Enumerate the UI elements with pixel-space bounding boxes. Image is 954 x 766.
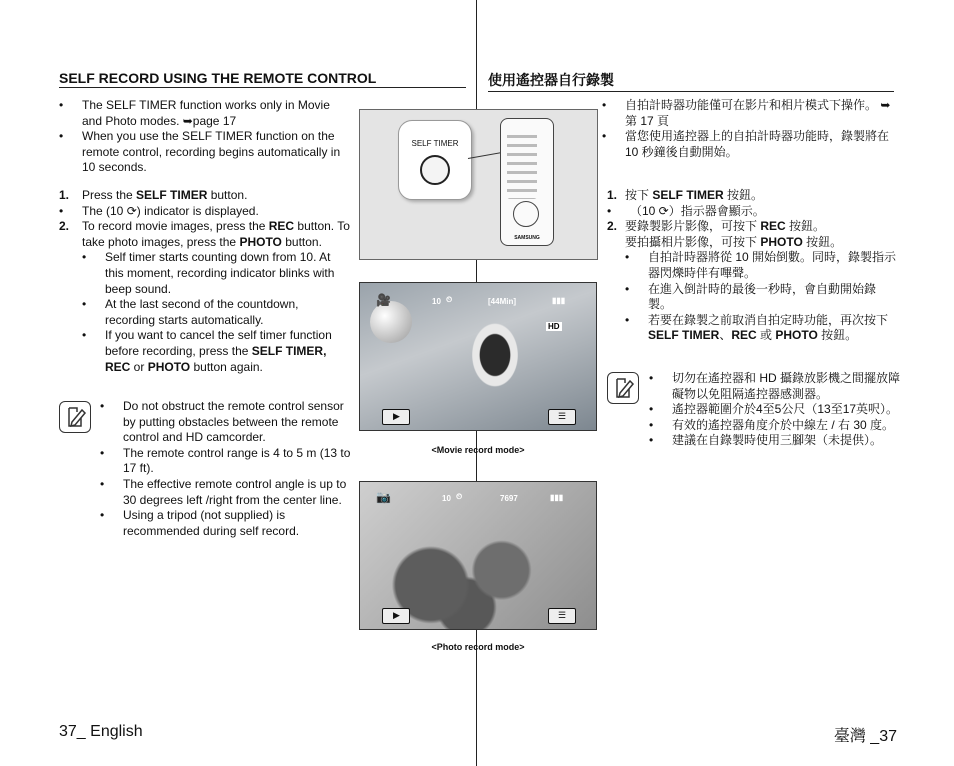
zh-steps	[607, 188, 897, 344]
remote-control	[500, 118, 554, 246]
menu-button[interactable]: ☰	[548, 608, 576, 624]
zh-note: • 建議在自錄製時使用三腳架（未提供）。	[649, 433, 901, 449]
zh-intro-bullet: • 自拍計時器功能僅可在影片和相片模式下操作。 ➥ 第 17 頁	[602, 98, 894, 129]
en-notes	[100, 399, 355, 539]
en-step-1: 1. Press the SELF TIMER button.	[59, 188, 248, 202]
zh-step-2: 2. 要錄製影片影像，可按下 REC 按鈕。 要拍攝相片影像，可按下 PHOTO 按鈕。	[607, 219, 843, 249]
en-step2-sub: • Self timer starts counting down from 10. At this moment, recording indicator blinks with beep sound.	[82, 250, 351, 297]
note-icon	[607, 372, 639, 404]
self-timer-callout	[398, 120, 472, 200]
photo-mode-icon: 📷	[376, 490, 391, 504]
zh-intro	[602, 98, 894, 160]
self-timer-button	[420, 155, 450, 185]
timer-indicator: 10	[442, 494, 451, 503]
hd-icon: HD	[548, 322, 560, 331]
en-step2-sub: • At the last second of the countdown, recording starts automatically.	[82, 297, 351, 328]
timer-icon: ⏲	[456, 492, 463, 501]
menu-button[interactable]: ☰	[548, 409, 576, 425]
en-intro-bullet: • The SELF TIMER function works only in Movie and Photo modes. ➥page 17	[59, 98, 351, 129]
remote-buttons	[507, 129, 537, 199]
movie-screen	[359, 282, 597, 431]
zh-heading: 使用遙控器自行錄製	[488, 70, 894, 92]
movie-mode-icon: 🎥	[376, 293, 391, 307]
play-button[interactable]: ▶	[382, 608, 410, 624]
timer-indicator: 10	[432, 297, 441, 306]
en-step2-sub: • If you want to cancel the self timer function before recording, press the SELF TIMER, REC or PHOTO button again.	[82, 328, 351, 375]
movie-caption: <Movie record mode>	[431, 445, 525, 455]
en-note: • Do not obstruct the remote control sensor by putting obstacles between the remote control and HD camcorder.	[100, 399, 355, 446]
en-steps	[59, 188, 351, 375]
timer-icon: ⏲	[446, 295, 453, 304]
zh-intro-bullet: • 當您使用遙控器上的自拍計時器功能時，錄製將在 10 秒鐘後自動開始。	[602, 129, 894, 160]
battery-icon: ▮▮▮	[550, 493, 564, 502]
zh-step2-sub: • 在進入倒計時的最後一秒時，會自動開始錄製。	[625, 282, 897, 313]
en-note: • The effective remote control angle is up to 30 degrees left /right from the center line.	[100, 477, 355, 508]
remote-brand: SAMSUNG	[514, 235, 540, 241]
battery-icon: ▮▮▮	[552, 296, 566, 305]
zh-step2-sub: • 若要在錄製之前取消自拍定時功能，再次按下 SELF TIMER、REC 或 PHOTO 按鈕。	[625, 313, 897, 344]
zh-note: • 有效的遙控器角度介於中線左 / 右 30 度。	[649, 418, 901, 434]
zh-footer: 臺灣 _37	[833, 728, 897, 745]
en-intro-bullet: • When you use the SELF TIMER function on the remote control, recording begins automatically in 10 seconds.	[59, 129, 351, 176]
zh-note: • 切勿在遙控器和 HD 攝錄放影機之間擺放障礙物以免阻隔遙控器感測器。	[649, 371, 901, 402]
soccer-player-image	[460, 323, 530, 403]
zh-step-1: 1. 按下 SELF TIMER 按鈕。	[607, 188, 764, 202]
zh-step1-sub: • （10 ⟳）指示器會顯示。	[607, 204, 897, 220]
photo-caption: <Photo record mode>	[431, 642, 525, 652]
time-remaining: [44Min]	[488, 297, 516, 306]
photo-count: 7697	[500, 494, 518, 503]
en-intro	[59, 98, 351, 176]
zh-step2-sub: • 自拍計時器將從 10 開始倒數。同時，錄製指示器閃爍時伴有嗶聲。	[625, 250, 897, 281]
ball-image	[370, 301, 412, 343]
en-step-2: 2. To record movie images, press the REC button. To take photo images, press the PHOTO button.	[59, 219, 350, 249]
note-icon	[59, 401, 91, 433]
en-footer: 37_ English	[59, 723, 143, 740]
photo-screen	[359, 481, 597, 630]
en-note: • Using a tripod (not supplied) is recommended during self record.	[100, 508, 355, 539]
zh-notes	[649, 371, 901, 449]
en-note: • The remote control range is 4 to 5 m (13 to 17 ft).	[100, 446, 355, 477]
en-heading: SELF RECORD USING THE REMOTE CONTROL	[59, 70, 466, 88]
remote-illustration	[359, 109, 598, 260]
self-timer-label: SELF TIMER	[411, 139, 459, 148]
remote-dpad	[513, 201, 539, 227]
play-button[interactable]: ▶	[382, 409, 410, 425]
en-step1-sub: • The (10 ⟳) indicator is displayed.	[59, 204, 351, 220]
zh-note: • 遙控器範圍介於4至5公尺（13至17英呎）。	[649, 402, 901, 418]
